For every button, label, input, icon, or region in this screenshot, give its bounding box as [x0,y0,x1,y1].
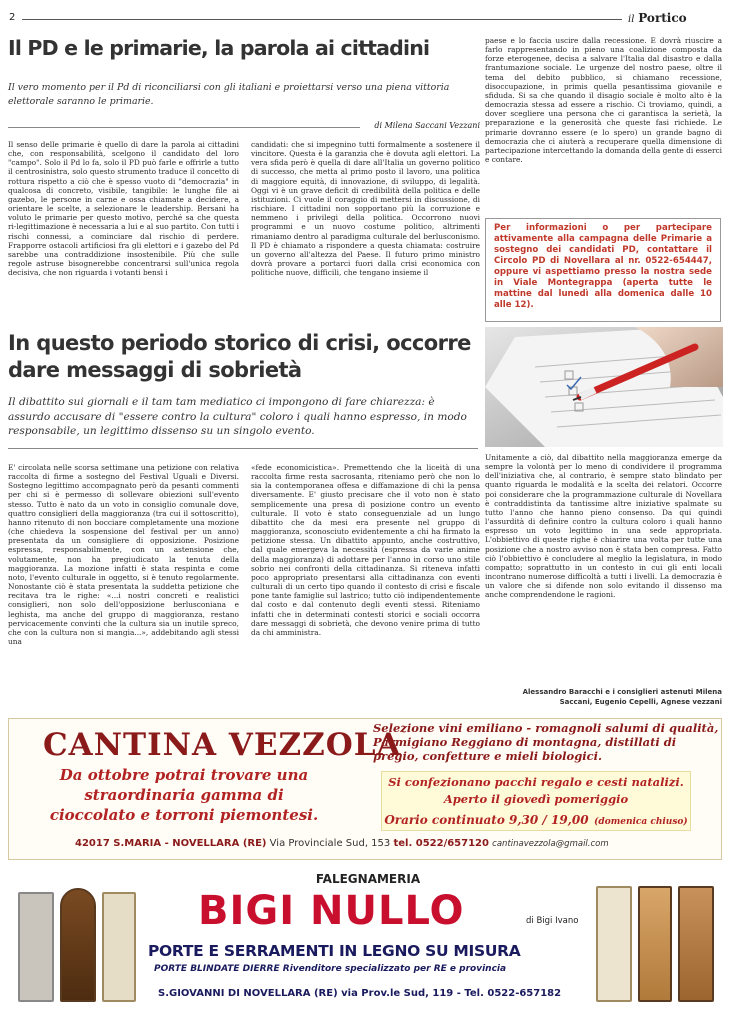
masthead-prefix: il [628,14,635,25]
article2-rule [8,448,478,449]
bigi-subline: PORTE BLINDATE DIERRE Rivenditore specializzato per RE e provincia [154,964,507,974]
door-image-5 [638,886,672,1002]
article2-column-3: Unitamente a ciò, dal dibattito nella maggioranza emerge da sempre la volontà per lo meno di condividere il programma dell'iniziativa che, al contrario, è sempre stato blindato per quanto riguarda le modalità e la scelta dei relatori. Occorre poi considerare che la programmazione culturale di Novellara è contraddistinta da tantissime altre iniziative spalmate su tutto l'anno che hanno pieno consenso. Da qui quindi l'assurdità di definire contro la cultura coloro i quali hanno espresso un voto legittimo in una sede appropriata. L'obbiettivo di queste righe è chiarire una volta per tutte una posizione che a nostro avviso non è stata ben compresa. Fatto ciò l'obbiettivo è concludere al meglio la legislatura, in modo compatto; soprattutto in un contesto in cui gli enti locali incontrano numerose difficoltà a tutti i livelli. La democrazia è un valore che si difende non solo evitando il dissenso ma anche comprendendone le ragioni. [485,453,722,600]
cantina-gift-box [381,771,691,831]
door-image-3 [102,892,136,1002]
article1-title: Il PD e le primarie, la parola ai cittadini [8,36,430,60]
bigi-owner: di Bigi Ivano [526,916,579,926]
bigi-nullo-ad [8,864,722,1014]
article1-column-2: candidati: che si impegnino tutti formalmente a sostenere il vincitore. Questa è la garanzia che è dovuta agli elettori. La vera sfida però è quella di dare all'Italia un governo politico di successo, che metta al primo posto il lavoro, una politica di maggiore equità, di innovazione, di sviluppo, di legalità. Oggi vi è un grave deficit di credibilità della politica e delle istituzioni. Ci vuole il coraggio di mettersi in discussione, di rischiare. I cittadini non sopportano più la corruzione e nemmeno i privilegi della politica. Occorrono nuovi programmi e un nuovo costume politico, altrimenti rimaniamo dentro al paradigma culturale del berlusconismo. Il PD è chiamato a rispondere a questa chiamata: costruire un governo all'altezza del Paese. Il futuro primo ministro dovrà provare a portarci fuori dalla crisi economica con politiche nuove, difficili, che tengano insieme il [251,140,480,278]
masthead [628,11,687,25]
door-image-6 [678,886,714,1002]
masthead-name: Portico [638,11,687,25]
page-number: 2 [9,12,16,23]
cantina-email: cantinavezzola@gmail.com [492,839,609,849]
cantina-tagline: Selezione vini emiliano - romagnoli salumi di qualità, Parmigiano Reggiano di montagna, distillati di pregio, confetture e mieli biologici. [373,721,719,763]
ballot-illustration [485,327,723,447]
bigi-headline: PORTE E SERRAMENTI IN LEGNO SU MISURA [148,942,521,960]
article1-column-3: paese e lo faccia uscire dalla recessione. E dovrà riuscire a farlo rappresentando in pieno una coalizione composta da forze eterogenee, decisa a salvare l'Italia dal disastro e dalla frantumazione sociale. Le urgenze del nostro paese, oltre il tema del debito pubblico, si chiamano recessione, disoccupazione, in primis quella pesantissima giovanile e sfiduda. Si sa che quando il disagio sociale è molto alto è la democrazia stessa ad essere a rischio. Ci troviamo, quindi, a dover scegliere una persona che ci garantisca la serietà, la preparazione e la generosità che queste fasi richiede. Le primarie dovranno essere (e lo spero) un grande bagno di democrazia che ci aiuterà a recuperare quella dimensione di partecipazione intercettando la domanda della gente di esserci e contare. [485,36,722,165]
bigi-address: S.GIOVANNI DI NOVELLARA (RE) via Prov.le Sud, 119 - Tel. 0522-657182 [158,988,562,999]
cantina-hours-note: (domenica chiuso) [594,817,688,827]
bigi-nullo-name: BIGI NULLO [198,888,465,934]
cantina-name: CANTINA VEZZOLA [43,727,402,763]
door-image-4 [596,886,632,1002]
cantina-address: Via Provinciale Sud, 153 [269,838,391,849]
article2-signature: Alessandro Baracchi e i consiglieri astenuti Milena Saccani, Eugenio Cepelli, Agnese vezzani [522,688,722,706]
header-rule [22,19,622,20]
door-image-2 [60,888,96,1002]
cantina-chocolate: Da ottobre potrai trovare una straordinaria gamma di cioccolato e torroni piemontesi. [49,766,319,824]
article1-rule [8,127,360,128]
cantina-vezzola-ad [8,718,722,860]
article1-subtitle: Il vero momento per il Pd di riconciliarsi con gli italiani e proiettarsi verso una piena vittoria elettorale saranno le primarie. [8,82,450,107]
cantina-open-day: Aperto il giovedì pomeriggio [443,792,629,806]
cantina-tel: tel. 0522/657120 [393,838,489,849]
cantina-address-bold: 42017 S.MARIA - NOVELLARA (RE) [75,838,267,849]
article2-subtitle: Il dibattito sui giornali e il tam tam mediatico ci impongono di fare chiarezza: è assurdo accusare di "essere contro la cultura" coloro i quali hanno espresso, in modo responsabile, un legittimo dissenso su un singolo evento. [8,396,467,437]
cantina-gift: Si confezionano pacchi regalo e cesti natalizi. [388,775,684,789]
cantina-address-line [75,838,609,849]
article1-column-1: Il senso delle primarie è quello di dare la parola ai cittadini che, con responsabilità, scelgono il candidato del loro "campo". Solo il Pd lo fa, solo il PD può farle e offrirle a tutto il centrosinistra, solo questo strumento traduce il concetto di rottura rispetto a ciò che è spesso vuoto di "democrazia" in qualcosa di concreto, visibile, tangibile: le lunghe file ai gazebo, le persone in carne e ossa chiamate a decidere, a orientare le scelte, a selezionare le leadership. Bersani ha voluto le primarie per questo motivo, perché sa che questa ri-legittimazione è necessaria a lui e al suo partito. Con tutti i rischi connessi, a cominciare dal rischio di perdere. Frapporre ostacoli artificiosi fra gli elettori e i gazebo del Pd sarebbe una contraddizione insostenibile. Più che sulle regole astruse bisognerebbe concentrarsi sull'unica regola decisiva, che non riguarda i votanti bensì i [8,140,239,278]
article2-column-2: «fede economicistica». Premettendo che la liceità di una raccolta firme resta sacrosanta, riteniamo però che non lo sia la contemporanea offesa e diffamazione di chi la pensa diversamente. E' giusto precisare che il voto non è stato semplicemente una presa di posizione contro un evento culturale. Il voto è stato conseguenziale ad un lungo dibattito che da mesi era presente nel gruppo di maggioranza, sconosciuto evidentemente a chi ha firmato la petizione stessa. Un dibattito appunto, anche costruttivo, dal quale emergeva la necessità (espressa da varie anime della maggioranza) di adottare per l'anno in corso uno stile sobrio nei confronti della cittadinanza. Si riteneva infatti poco appropriato presentarsi alla cittadinanza con eventi culturali di un certo tipo quando il contesto di crisi e fiscale pone tante famiglie sul lastrico; tutto ciò indipendentemente dal costo e dal contenuto degli eventi stessi. Riteniamo infatti che in determinati contesti storici e sociali occorra dare messaggi di sobrietà, che devono venire prima di tutto da chi amministra. [251,463,480,637]
primarie-info-box: Per informazioni o per partecipare attivamente alla campagna delle Primarie a sostegno dei candidati PD, contattare il Circolo PD di Novellara al nr. 0522-654447, oppure vi aspettiamo presso la nostra sede in Viale Montegrappa (aperta tutte le mattine dal lunedì alla domenica dalle 10 alle 12). [485,218,721,322]
article1-byline: di Milena Saccani Vezzani [374,121,480,130]
article2-title: In questo periodo storico di crisi, occorre dare messaggi di sobrietà [8,331,471,382]
falegnameria-label: FALEGNAMERIA [315,872,421,886]
hand-pen-icon [485,327,723,447]
cantina-hours: Orario continuato 9,30 / 19,00 [384,813,589,827]
article2-column-1: E' circolata nelle scorsa settimane una petizione con relativa raccolta di firme a sostegno del Festival Uguali e Diversi. Sostegno legittimo accompagnato però da pesanti commenti per chi si è permesso di sollevare obiezioni sull'evento stesso. Tutto è nato da un voto in consiglio comunale dove, quattro consiglieri della maggioranza (tra cui il sottoscritto), hanno ritenuto di non bocciare completamente una mozione (che chiedeva la sospensione del festival per un anno) presentata da un consigliere di opposizione. Posizione espressa, responsabilmente, con un astensione che, volutamente, non ha pregiudicato la tenuta della maggioranza. La mozione infatti è stata respinta e come noto, l'evento culturale in oggetto, si è tenuto regolarmente. Nonostante ciò è stata presentata la suddetta petizione che recitava tra le righe: «...i nostri concreti e realistici consiglieri, non solo dell'opposizione berlusconiana e leghista, ma anche del gruppo di maggioranza, restano pervicacemente convinti che la cultura sia un inutile spreco, che con la cultura non si mangia...», addebitando agli stessi una [8,463,239,646]
door-image-1 [18,892,54,1002]
